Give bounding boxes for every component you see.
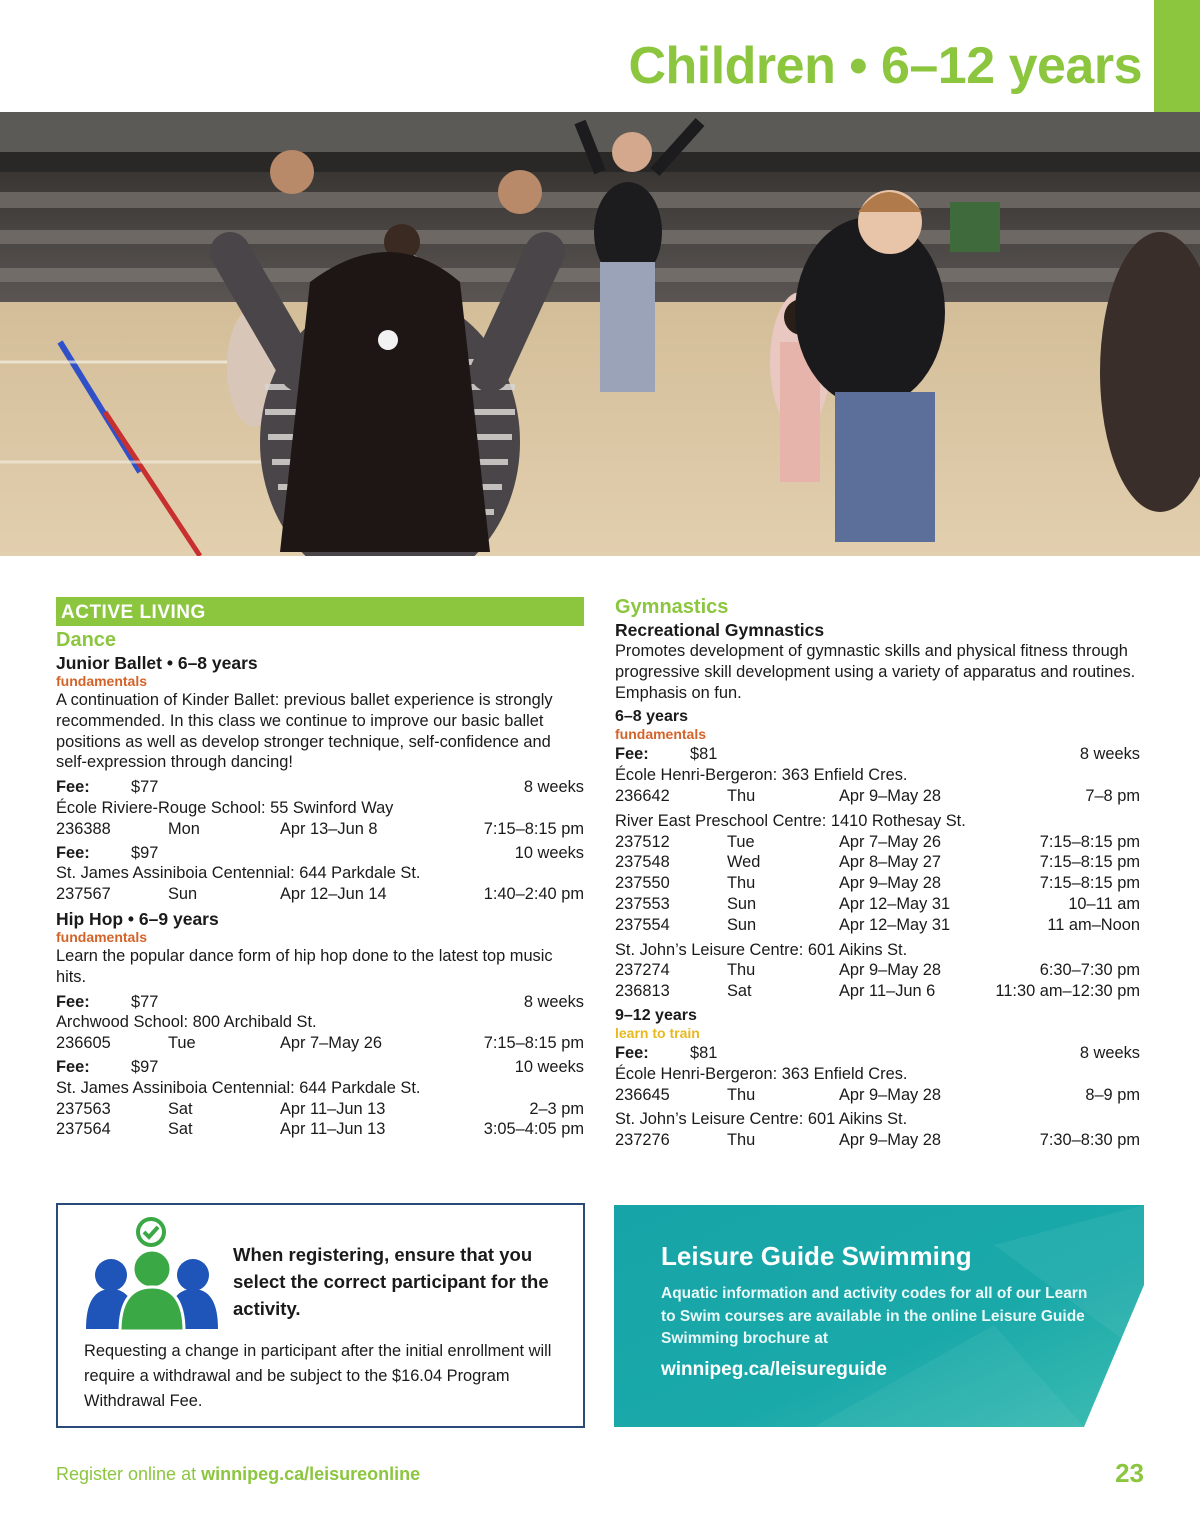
footer-prefix: Register online at — [56, 1464, 202, 1484]
session-code: 237548 — [615, 853, 670, 872]
activity-junior-ballet — [56, 653, 584, 905]
session-day: Thu — [727, 961, 756, 980]
session-dates: Apr 9–May 28 — [839, 786, 942, 805]
session-day: Sun — [727, 915, 757, 934]
session-dates: Apr 12–May 31 — [839, 915, 951, 934]
session-time: 2–3 pm — [529, 1099, 584, 1118]
activity-hip-hop — [56, 909, 584, 1140]
session-time: 7–8 pm — [1085, 786, 1140, 805]
session-code: 237564 — [56, 1120, 111, 1139]
session-row — [615, 915, 1140, 936]
session-dates: Apr 9–May 28 — [839, 1131, 942, 1150]
session-time: 6:30–7:30 pm — [1039, 961, 1140, 980]
session-row — [56, 884, 584, 905]
session-code: 237553 — [615, 894, 670, 913]
participants-icon — [84, 1217, 222, 1332]
session-row — [56, 1099, 584, 1120]
session-dates: Apr 9–May 28 — [839, 874, 942, 893]
session-dates: Apr 11–Jun 13 — [280, 1099, 386, 1118]
fee-amount: $77 — [131, 778, 159, 797]
age-group-title: 6–8 years — [615, 708, 688, 726]
session-row — [615, 873, 1140, 894]
location: St. James Assiniboia Centennial: 644 Parkdale St. — [56, 1078, 421, 1097]
session-code: 237274 — [615, 961, 670, 980]
fee-row — [56, 843, 584, 864]
session-code: 236645 — [615, 1085, 670, 1104]
fee-weeks: 8 weeks — [523, 992, 584, 1011]
session-time: 7:15–8:15 pm — [483, 1034, 584, 1053]
corner-tab — [1154, 0, 1200, 112]
notice-heading: When registering, ensure that you select the correct participant for the activity. — [233, 1244, 549, 1319]
left-column — [56, 597, 584, 1140]
swim-title: Leisure Guide Swimming — [661, 1241, 972, 1271]
fee-row — [615, 744, 1140, 765]
footer-register — [56, 1464, 420, 1485]
location: St. James Assiniboia Centennial: 644 Parkdale St. — [56, 864, 421, 883]
session-time: 7:15–8:15 pm — [1039, 832, 1140, 851]
session-dates: Apr 7–May 26 — [280, 1034, 383, 1053]
participant-notice-box — [56, 1203, 585, 1428]
session-code: 236388 — [56, 819, 111, 838]
session-time: 7:15–8:15 pm — [1039, 853, 1140, 872]
session-code: 236813 — [615, 982, 670, 1001]
category-title: Gymnastics — [615, 596, 729, 618]
session-code: 237563 — [56, 1099, 111, 1118]
level-tag: learn to train — [615, 1024, 700, 1041]
session-code: 237567 — [56, 885, 111, 904]
session-day: Thu — [727, 874, 756, 893]
session-day: Tue — [168, 1034, 196, 1053]
fee-amount: $81 — [690, 1043, 718, 1062]
section-header: ACTIVE LIVING — [56, 597, 584, 626]
fee-label: Fee: — [56, 843, 90, 862]
location: St. John’s Leisure Centre: 601 Aikins St. — [615, 1110, 908, 1129]
session-dates: Apr 8–May 27 — [839, 853, 942, 872]
fee-weeks: 10 weeks — [514, 843, 584, 862]
activity-description: Promotes development of gymnastic skills and physical fitness through progressive skill development using a variety of apparatus and routines. Emphasis on fun. — [615, 642, 1136, 702]
fee-amount: $97 — [131, 843, 159, 862]
swim-body: Aquatic information and activity codes for all of our Learn to Swim courses are available in the online Leisure Guide Swimming brochure at — [661, 1285, 1088, 1347]
session-day: Sat — [168, 1099, 193, 1118]
session-time: 1:40–2:40 pm — [483, 885, 584, 904]
location: St. John’s Leisure Centre: 601 Aikins St. — [615, 940, 908, 959]
fee-amount: $77 — [131, 992, 159, 1011]
session-row — [615, 1085, 1140, 1106]
fee-label: Fee: — [56, 1057, 90, 1076]
session-time: 11:30 am–12:30 pm — [995, 982, 1140, 1001]
session-dates: Apr 13–Jun 8 — [280, 819, 378, 838]
level-tag: fundamentals — [56, 928, 148, 945]
right-column — [615, 593, 1140, 1151]
session-code: 237276 — [615, 1131, 670, 1150]
page-number: 23 — [1115, 1458, 1144, 1488]
swim-link[interactable]: winnipeg.ca/leisureguide — [661, 1359, 887, 1380]
session-row — [56, 1033, 584, 1054]
session-dates: Apr 11–Jun 13 — [280, 1120, 386, 1139]
activity-title: Hip Hop • 6–9 years — [56, 908, 219, 929]
footer-link[interactable]: winnipeg.ca/leisureonline — [201, 1464, 421, 1484]
session-day: Sat — [727, 982, 752, 1001]
fee-row — [56, 1057, 584, 1078]
fee-row — [56, 992, 584, 1013]
activity-description: Learn the popular dance form of hip hop done to the latest top music hits. — [56, 946, 553, 986]
fee-row — [615, 1043, 1140, 1064]
session-dates: Apr 9–May 28 — [839, 961, 942, 980]
session-time: 3:05–4:05 pm — [483, 1120, 584, 1139]
hero-photo — [0, 112, 1200, 556]
swimming-promo — [614, 1205, 1144, 1427]
session-code: 237512 — [615, 832, 670, 851]
session-day: Sun — [727, 894, 757, 913]
fee-weeks: 8 weeks — [523, 778, 584, 797]
location: École Henri-Bergeron: 363 Enfield Cres. — [615, 766, 908, 785]
session-time: 7:15–8:15 pm — [483, 819, 584, 838]
fee-row — [56, 777, 584, 798]
session-code: 236605 — [56, 1034, 111, 1053]
fee-label: Fee: — [615, 745, 649, 764]
location: River East Preschool Centre: 1410 Rothesay St. — [615, 811, 966, 830]
level-tag: fundamentals — [615, 726, 707, 743]
fee-amount: $97 — [131, 1057, 159, 1076]
session-dates: Apr 11–Jun 6 — [839, 982, 936, 1001]
session-day: Wed — [727, 853, 761, 872]
session-row — [615, 786, 1140, 807]
session-dates: Apr 7–May 26 — [839, 832, 942, 851]
session-dates: Apr 12–May 31 — [839, 894, 951, 913]
session-row — [615, 981, 1140, 1002]
location: École Henri-Bergeron: 363 Enfield Cres. — [615, 1064, 908, 1083]
page-title: Children • 6–12 years — [628, 37, 1142, 95]
fee-label: Fee: — [615, 1043, 649, 1062]
age-group-title: 9–12 years — [615, 1006, 697, 1024]
session-dates: Apr 9–May 28 — [839, 1085, 942, 1104]
session-code: 237550 — [615, 874, 670, 893]
location: École Riviere-Rouge School: 55 Swinford Way — [56, 798, 394, 817]
session-dates: Apr 12–Jun 14 — [280, 885, 387, 904]
session-day: Thu — [727, 1085, 756, 1104]
location: Archwood School: 800 Archibald St. — [56, 1013, 317, 1032]
fee-weeks: 10 weeks — [514, 1057, 584, 1076]
category-title: Dance — [56, 629, 117, 651]
session-time: 7:15–8:15 pm — [1039, 874, 1140, 893]
session-day: Thu — [727, 786, 756, 805]
notice-body: Requesting a change in participant after the initial enrollment will require a withdrawal and be subject to the $16.04 Program Withdrawal Fee. — [84, 1342, 552, 1410]
fee-weeks: 8 weeks — [1079, 1043, 1140, 1062]
session-time: 8–9 pm — [1085, 1085, 1140, 1104]
session-code: 236642 — [615, 786, 670, 805]
session-day: Sun — [168, 885, 198, 904]
fee-amount: $81 — [690, 745, 718, 764]
session-time: 7:30–8:30 pm — [1039, 1131, 1140, 1150]
fee-label: Fee: — [56, 778, 90, 797]
activity-title: Recreational Gymnastics — [615, 620, 825, 640]
session-day: Sat — [168, 1120, 193, 1139]
session-day: Tue — [727, 832, 755, 851]
session-row — [615, 852, 1140, 873]
session-row — [56, 819, 584, 840]
session-row — [615, 894, 1140, 915]
session-day: Thu — [727, 1131, 756, 1150]
activity-description: A continuation of Kinder Ballet: previous ballet experience is strongly recommended. In this class we continue to improve our basic ballet positions as well as develop stronger technique, self-confidence and self-expression through dancing! — [56, 691, 553, 772]
fee-weeks: 8 weeks — [1079, 745, 1140, 764]
level-tag: fundamentals — [56, 673, 148, 689]
fee-label: Fee: — [56, 992, 90, 1011]
session-time: 10–11 am — [1068, 894, 1140, 913]
activity-title: Junior Ballet • 6–8 years — [56, 653, 258, 673]
session-row — [615, 832, 1140, 853]
session-row — [615, 960, 1140, 981]
session-code: 237554 — [615, 915, 670, 934]
session-day: Mon — [168, 819, 200, 838]
session-row — [56, 1119, 584, 1140]
session-row — [615, 1130, 1140, 1151]
session-time: 11 am–Noon — [1047, 915, 1140, 934]
